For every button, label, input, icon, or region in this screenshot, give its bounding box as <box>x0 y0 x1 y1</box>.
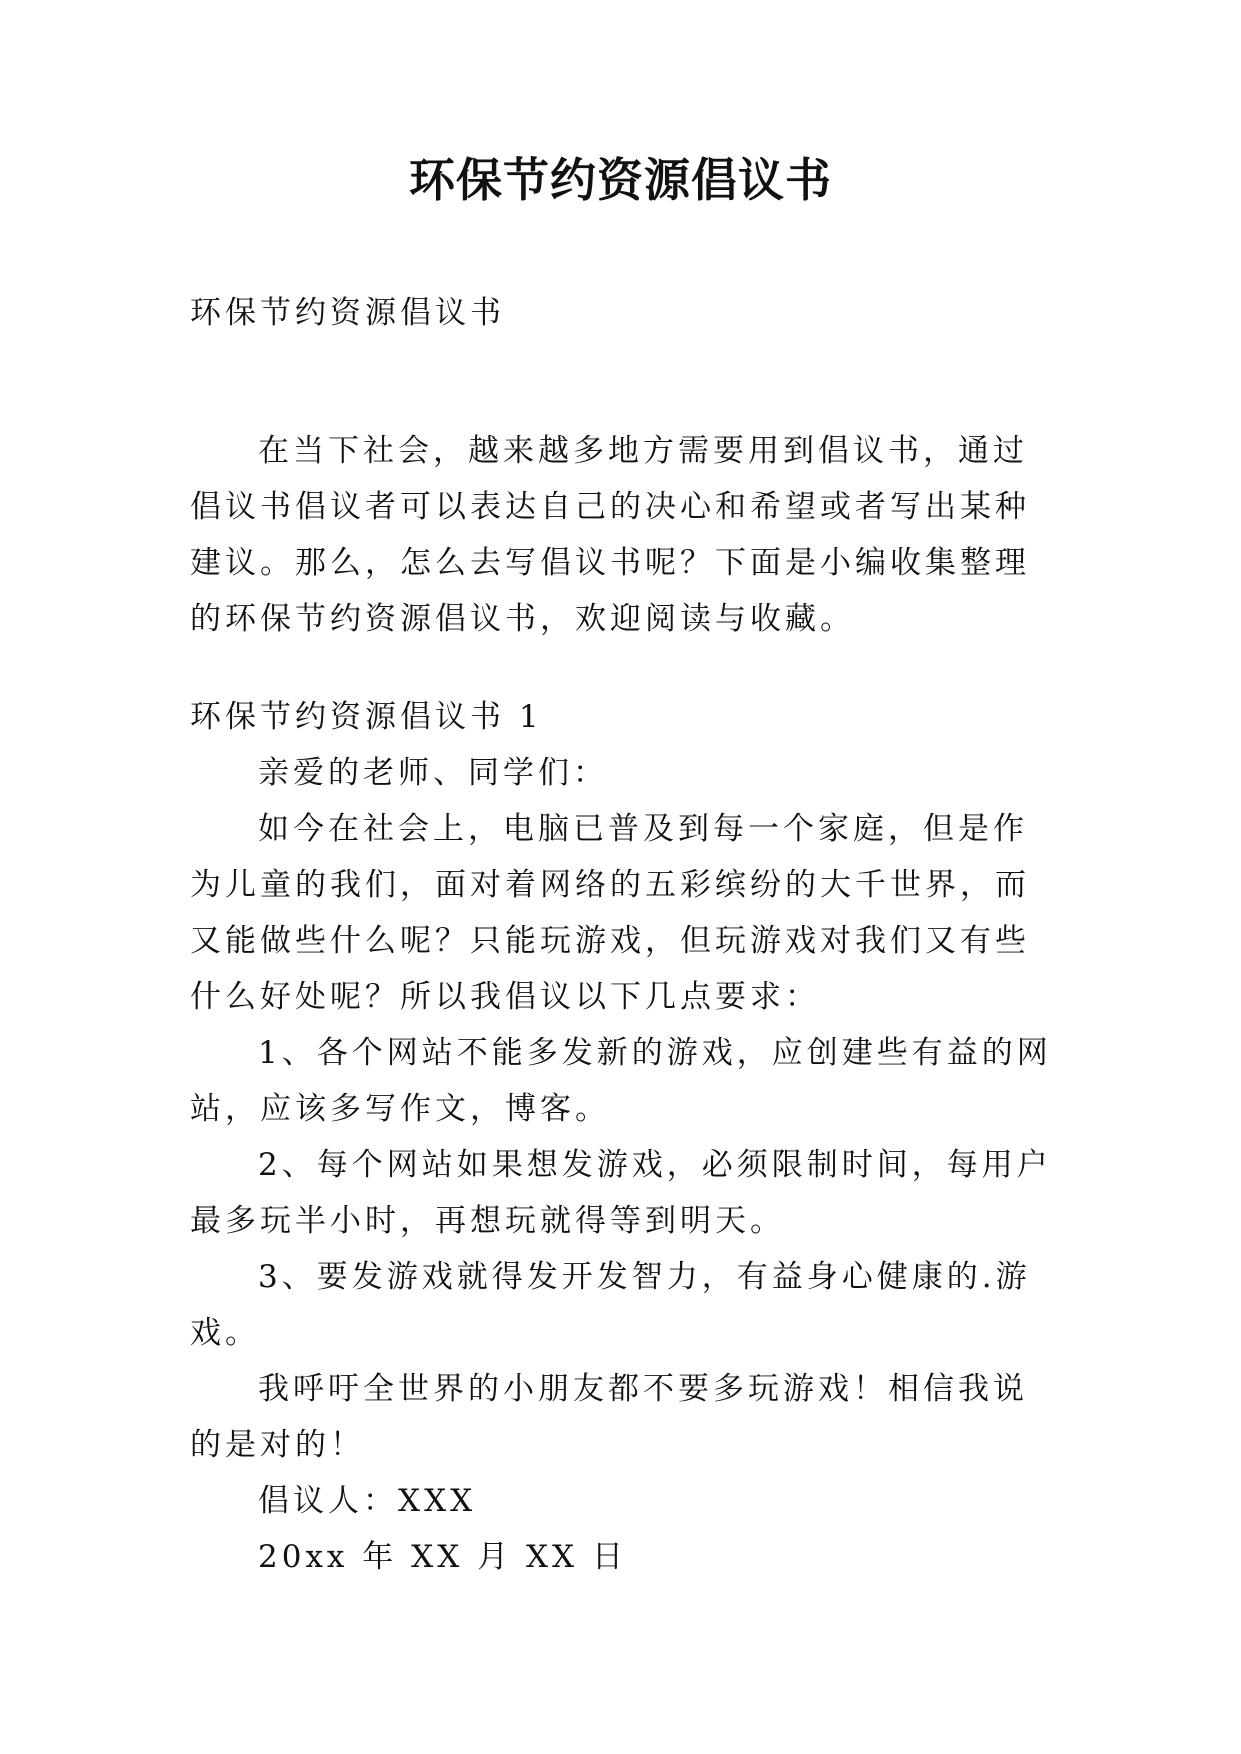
list-item-1: 1、各个网站不能多发新的游戏，应创建些有益的网站，应该多写作文，博客。 <box>190 1035 1052 1127</box>
subtitle: 环保节约资源倡议书 <box>190 295 505 331</box>
section-heading: 环保节约资源倡议书 1 <box>190 699 543 735</box>
intro-paragraph: 在当下社会，越来越多地方需要用到倡议书，通过倡议书倡议者可以表达自己的决心和希望或者写出某种建议。那么，怎么去写倡议书呢？下面是小编收集整理的环保节约资源倡议书，欢迎阅读与收藏。 <box>190 433 1030 637</box>
list-item-2: 2、每个网站如果想发游戏，必须限制时间，每用户最多玩半小时，再想玩就得等到明天。 <box>190 1147 1052 1239</box>
date: 20xx 年 XX 月 XX 日 <box>258 1539 627 1575</box>
list-item-3: 3、要发游戏就得发开发智力，有益身心健康的.游戏。 <box>190 1259 1031 1351</box>
document-body <box>190 285 1060 1585</box>
closing-paragraph: 我呼吁全世界的小朋友都不要多玩游戏！相信我说的是对的！ <box>190 1371 1028 1463</box>
spacer <box>190 647 1060 689</box>
document-title: 环保节约资源倡议书 <box>409 153 832 207</box>
signer: 倡议人：XXX <box>258 1483 477 1519</box>
spacer <box>190 341 1060 423</box>
greeting: 亲爱的老师、同学们： <box>258 755 608 791</box>
paragraph-1: 如今在社会上，电脑已普及到每一个家庭，但是作为儿童的我们，面对着网络的五彩缤纷的大千世界，而又能做些什么呢？只能玩游戏，但玩游戏对我们又有些什么好处呢？所以我倡议以下几点要求： <box>190 811 1030 1015</box>
